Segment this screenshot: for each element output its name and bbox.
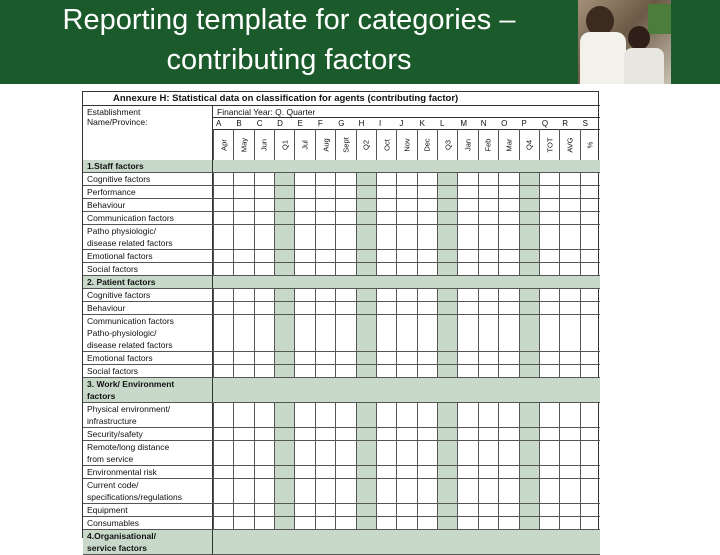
column-letter: Q bbox=[541, 119, 549, 128]
slide-title bbox=[0, 0, 578, 84]
table-row bbox=[83, 302, 600, 315]
row-label: Remote/long distance from service bbox=[83, 441, 213, 465]
column-header-label: Nov bbox=[402, 137, 412, 152]
column-header-label: Q3 bbox=[443, 139, 453, 150]
table-body bbox=[83, 160, 600, 553]
column-header-label: Sept bbox=[341, 136, 351, 153]
table-row bbox=[83, 428, 600, 441]
column-letter: A bbox=[216, 119, 222, 128]
column-letter: J bbox=[399, 119, 404, 128]
column-letter: R bbox=[562, 119, 569, 128]
column-header bbox=[417, 129, 437, 160]
slide-title-line-1: Reporting template for categories – bbox=[62, 4, 516, 36]
column-letter: B bbox=[236, 119, 242, 128]
column-header bbox=[356, 129, 376, 160]
table-row bbox=[83, 212, 600, 225]
column-letter: K bbox=[419, 119, 426, 128]
column-letter: E bbox=[297, 119, 303, 128]
row-label: Social factors bbox=[83, 365, 213, 377]
reporting-template-table bbox=[82, 91, 599, 553]
row-label: Performance bbox=[83, 186, 213, 198]
table-row bbox=[83, 250, 600, 263]
row-label: Communication factors bbox=[83, 212, 213, 224]
row-label: Cognitive factors bbox=[83, 289, 213, 301]
column-header-label: Aug bbox=[321, 137, 330, 152]
table-row bbox=[83, 173, 600, 186]
table-row bbox=[83, 466, 600, 479]
row-label: Environmental risk bbox=[83, 466, 213, 478]
column-letter: L bbox=[440, 119, 445, 128]
column-header-label: May bbox=[239, 137, 249, 152]
row-label: Patho physiologic/ disease related factors bbox=[83, 225, 213, 249]
row-label: Emotional factors bbox=[83, 250, 213, 262]
column-header bbox=[274, 129, 294, 160]
column-letter: P bbox=[521, 119, 527, 128]
table-row bbox=[83, 315, 600, 352]
column-header bbox=[233, 129, 253, 160]
column-header-label: Feb bbox=[483, 138, 493, 151]
column-header bbox=[457, 129, 477, 160]
section-row bbox=[83, 160, 600, 173]
column-header-label: AVG bbox=[565, 136, 575, 153]
row-label: Current code/ specifications/regulations bbox=[83, 479, 213, 503]
row-label: Equipment bbox=[83, 504, 213, 516]
table-row bbox=[83, 365, 600, 378]
title-banner bbox=[0, 0, 720, 84]
column-header-label: Mar bbox=[504, 138, 514, 151]
photo-people-icon bbox=[578, 0, 671, 84]
financial-year-label: Financial Year: Q. Quarter bbox=[213, 106, 600, 118]
column-header bbox=[335, 129, 355, 160]
column-header bbox=[213, 129, 233, 160]
column-months-row bbox=[213, 129, 600, 161]
table-row bbox=[83, 225, 600, 250]
row-label: Physical environment/ infrastructure bbox=[83, 403, 213, 427]
column-header bbox=[519, 129, 539, 160]
table-row bbox=[83, 403, 600, 428]
table-row bbox=[83, 441, 600, 466]
header-labels bbox=[83, 106, 213, 160]
column-letter: M bbox=[460, 119, 468, 128]
row-label: Behaviour bbox=[83, 302, 213, 314]
table-row bbox=[83, 352, 600, 365]
section-row bbox=[83, 276, 600, 289]
row-label: Behaviour bbox=[83, 199, 213, 211]
row-label: Security/safety bbox=[83, 428, 213, 440]
column-header bbox=[437, 129, 457, 160]
column-header-label: Oct bbox=[382, 138, 392, 151]
column-header bbox=[294, 129, 314, 160]
column-header-label: Jun bbox=[259, 138, 269, 151]
row-label: 1.Staff factors bbox=[83, 160, 213, 172]
column-letter: S bbox=[582, 119, 588, 128]
name-province-label: Name/Province: bbox=[87, 117, 148, 127]
column-header bbox=[254, 129, 274, 160]
slide-title-line-2: contributing factors bbox=[166, 44, 412, 76]
row-label: Emotional factors bbox=[83, 352, 213, 364]
column-header bbox=[478, 129, 498, 160]
row-label: Social factors bbox=[83, 263, 213, 275]
table-row bbox=[83, 263, 600, 276]
column-letter: H bbox=[358, 119, 365, 128]
column-letter: I bbox=[378, 119, 382, 128]
column-header bbox=[539, 129, 559, 160]
column-header bbox=[315, 129, 335, 160]
column-header bbox=[580, 129, 600, 160]
column-letter: D bbox=[277, 119, 283, 128]
column-header-label: Apr bbox=[219, 138, 229, 151]
column-letter: F bbox=[317, 119, 323, 128]
column-header bbox=[376, 129, 396, 160]
row-label: Consumables bbox=[83, 517, 213, 529]
column-header bbox=[498, 129, 518, 160]
column-header-label: Q1 bbox=[280, 139, 290, 150]
table-row bbox=[83, 517, 600, 530]
column-header-label: Jan bbox=[463, 138, 473, 151]
establishment-label: Establishment bbox=[87, 107, 141, 117]
column-header bbox=[559, 129, 579, 160]
column-header-label: Q4 bbox=[524, 139, 534, 150]
column-header-label: Dec bbox=[422, 137, 432, 152]
column-header-label: Jul bbox=[300, 139, 310, 150]
row-label: 3. Work/ Environment factors bbox=[83, 378, 213, 402]
table-row bbox=[83, 479, 600, 504]
column-letter: N bbox=[480, 119, 487, 128]
column-letter: G bbox=[338, 119, 345, 128]
column-letter: O bbox=[501, 119, 508, 128]
row-label: Cognitive factors bbox=[83, 173, 213, 185]
table-row bbox=[83, 504, 600, 517]
section-row bbox=[83, 530, 600, 555]
column-letter: C bbox=[256, 119, 263, 128]
column-header bbox=[396, 129, 416, 160]
row-label: Communication factors Patho-physiologic/ disease related factors bbox=[83, 315, 213, 351]
row-label: 4.Organisational/ service factors bbox=[83, 530, 213, 554]
table-row bbox=[83, 186, 600, 199]
section-row bbox=[83, 378, 600, 403]
annexure-title: Annexure H: Statistical data on classification for agents (contributing factor) bbox=[83, 92, 600, 106]
table-row bbox=[83, 289, 600, 302]
column-header-label: % bbox=[585, 141, 595, 148]
column-header-label: TOT bbox=[545, 137, 555, 152]
row-label: 2. Patient factors bbox=[83, 276, 213, 288]
column-header-label: Q2 bbox=[361, 139, 371, 150]
table-row bbox=[83, 199, 600, 212]
